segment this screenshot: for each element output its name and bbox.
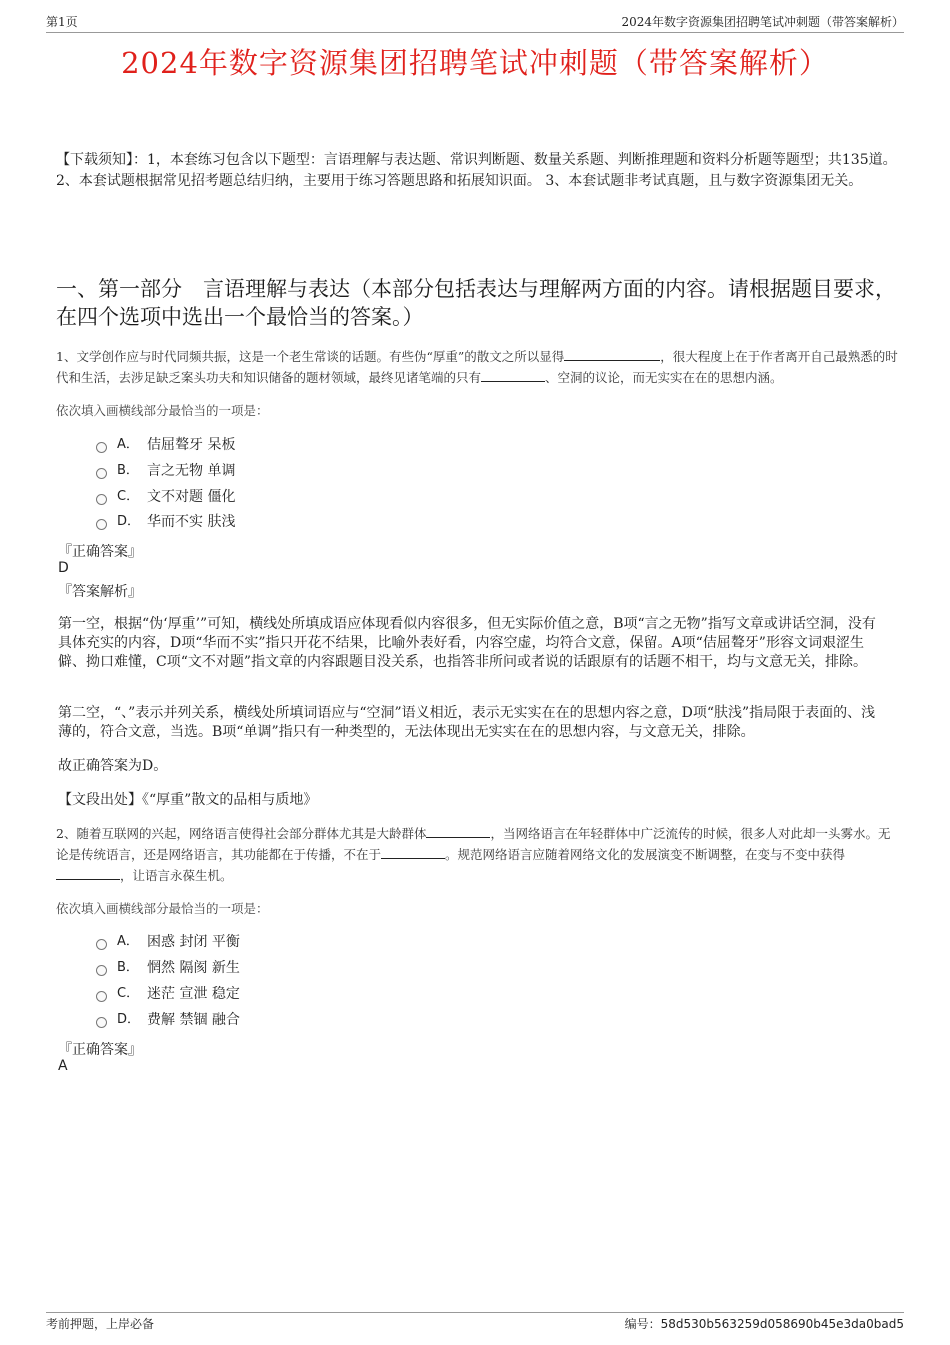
analysis-label-1: 『答案解析』 (58, 584, 142, 600)
option-1d[interactable]: D． 华而不实 肤浅 (96, 513, 235, 531)
option-2a[interactable]: A． 困惑 封闭 平衡 (96, 933, 240, 951)
question-1-prompt: 依次填入画横线部分最恰当的一项是： (56, 403, 269, 418)
option-1a[interactable]: A． 佶屈聱牙 呆板 (96, 436, 235, 454)
answer-label-2: 『正确答案』 (58, 1042, 142, 1058)
passage-source: 【文段出处】《“厚重”散文的品相与质地》 (58, 792, 318, 808)
download-notice: 【下载须知】：1，本套练习包含以下题型：言语理解与表达题、常识判断题、数量关系题、判断推理题和资料分析题等题型；共135道。 2、本套试题根据常见招考题总结归纳，主要用于练习答题思路和拓展知识面。 3、本套试题非考试真题，且与数字资源集团无关。 (56, 152, 897, 189)
section-heading: 一、第一部分 言语理解与表达（本部分包括表达与理解两方面的内容。请根据题目要求，在四个选项中选出一个最恰当的答案。） (56, 277, 896, 329)
radio-icon[interactable] (96, 519, 107, 530)
footer-slogan: 考前押题，上岸必备 (46, 1317, 155, 1331)
blank-line (56, 865, 120, 880)
option-1c[interactable]: C． 文不对题 僵化 (96, 488, 235, 506)
analysis-paragraph-2: 第二空，“、”表示并列关系，横线处所填词语应与“空洞”语义相近，表示无实实在在的思想内容之意，D项“肤浅”指局限于表面的、浅薄的，符合文意，当选。B项“单调”指只有一种类型的，无法体现出无实实在在的思想内容，与文意无关，排除。 (58, 705, 876, 740)
blank-line (564, 346, 660, 361)
option-2b[interactable]: B． 惘然 隔阂 新生 (96, 959, 240, 977)
page-header (46, 14, 904, 33)
question-2-stem: 2、随着互联网的兴起，网络语言使得社会部分群体尤其是大龄群体 ，当网络语言在年轻群体中广泛流传的时候，很多人对此却一头雾水。无论是传统语言，还是网络语言，其功能都在于传播，不在于 。规范网络语言应随着网络文化的发展演变不断调整，在变与不变中获得，让语言永葆生机。 (56, 823, 898, 886)
radio-icon[interactable] (96, 494, 107, 505)
footer-code: 编号：58d530b563259d058690b45e3da0bad5 (624, 1317, 904, 1331)
radio-icon[interactable] (96, 1017, 107, 1028)
answer-1: D (58, 560, 69, 576)
blank-line (481, 367, 545, 382)
analysis-conclusion: 故正确答案为D。 (58, 758, 168, 774)
blank-line (426, 823, 490, 838)
question-2-prompt: 依次填入画横线部分最恰当的一项是： (56, 901, 269, 916)
answer-2: A (58, 1058, 68, 1074)
question-1-stem: 1、文学创作应与时代同频共振，这是一个老生常谈的话题。有些伪“厚重”的散文之所以显得 ，很大程度上在于作者离开自己最熟悉的时代和生活，去涉足缺乏案头功夫和知识储备的题材领域，最终见诸笔端的只有 、空洞的议论，而无实实在在的思想内涵。 (56, 346, 898, 388)
page-number: 第1页 (46, 15, 78, 29)
header-doc-title: 2024年数字资源集团招聘笔试冲刺题（带答案解析） (621, 15, 904, 29)
option-2c[interactable]: C． 迷茫 宣泄 稳定 (96, 985, 240, 1003)
radio-icon[interactable] (96, 965, 107, 976)
radio-icon[interactable] (96, 468, 107, 479)
option-2d[interactable]: D． 费解 禁锢 融合 (96, 1011, 240, 1029)
option-1b[interactable]: B． 言之无物 单调 (96, 462, 235, 480)
analysis-paragraph-1: 第一空，根据“伪‘厚重’”可知，横线处所填成语应体现看似内容很多，但无实际价值之意，B项“言之无物”指写文章或讲话空洞，没有具体充实的内容，D项“华而不实”指只开花不结果，比喻外表好看，内容空虚，均符合文意，保留。A项“佶屈聱牙”形容文词艰涩生僻、拗口难懂，C项“文不对题”指文章的内容跟题目没关系，也指答非所问或者说的话跟原有的话题不相干，均与文意无关，排除。 (58, 616, 876, 670)
radio-icon[interactable] (96, 442, 107, 453)
page-footer (46, 1312, 904, 1332)
answer-label-1: 『正确答案』 (58, 544, 142, 560)
blank-line (381, 844, 445, 859)
radio-icon[interactable] (96, 939, 107, 950)
document-title: 2024年数字资源集团招聘笔试冲刺题（带答案解析） (121, 46, 829, 80)
radio-icon[interactable] (96, 991, 107, 1002)
